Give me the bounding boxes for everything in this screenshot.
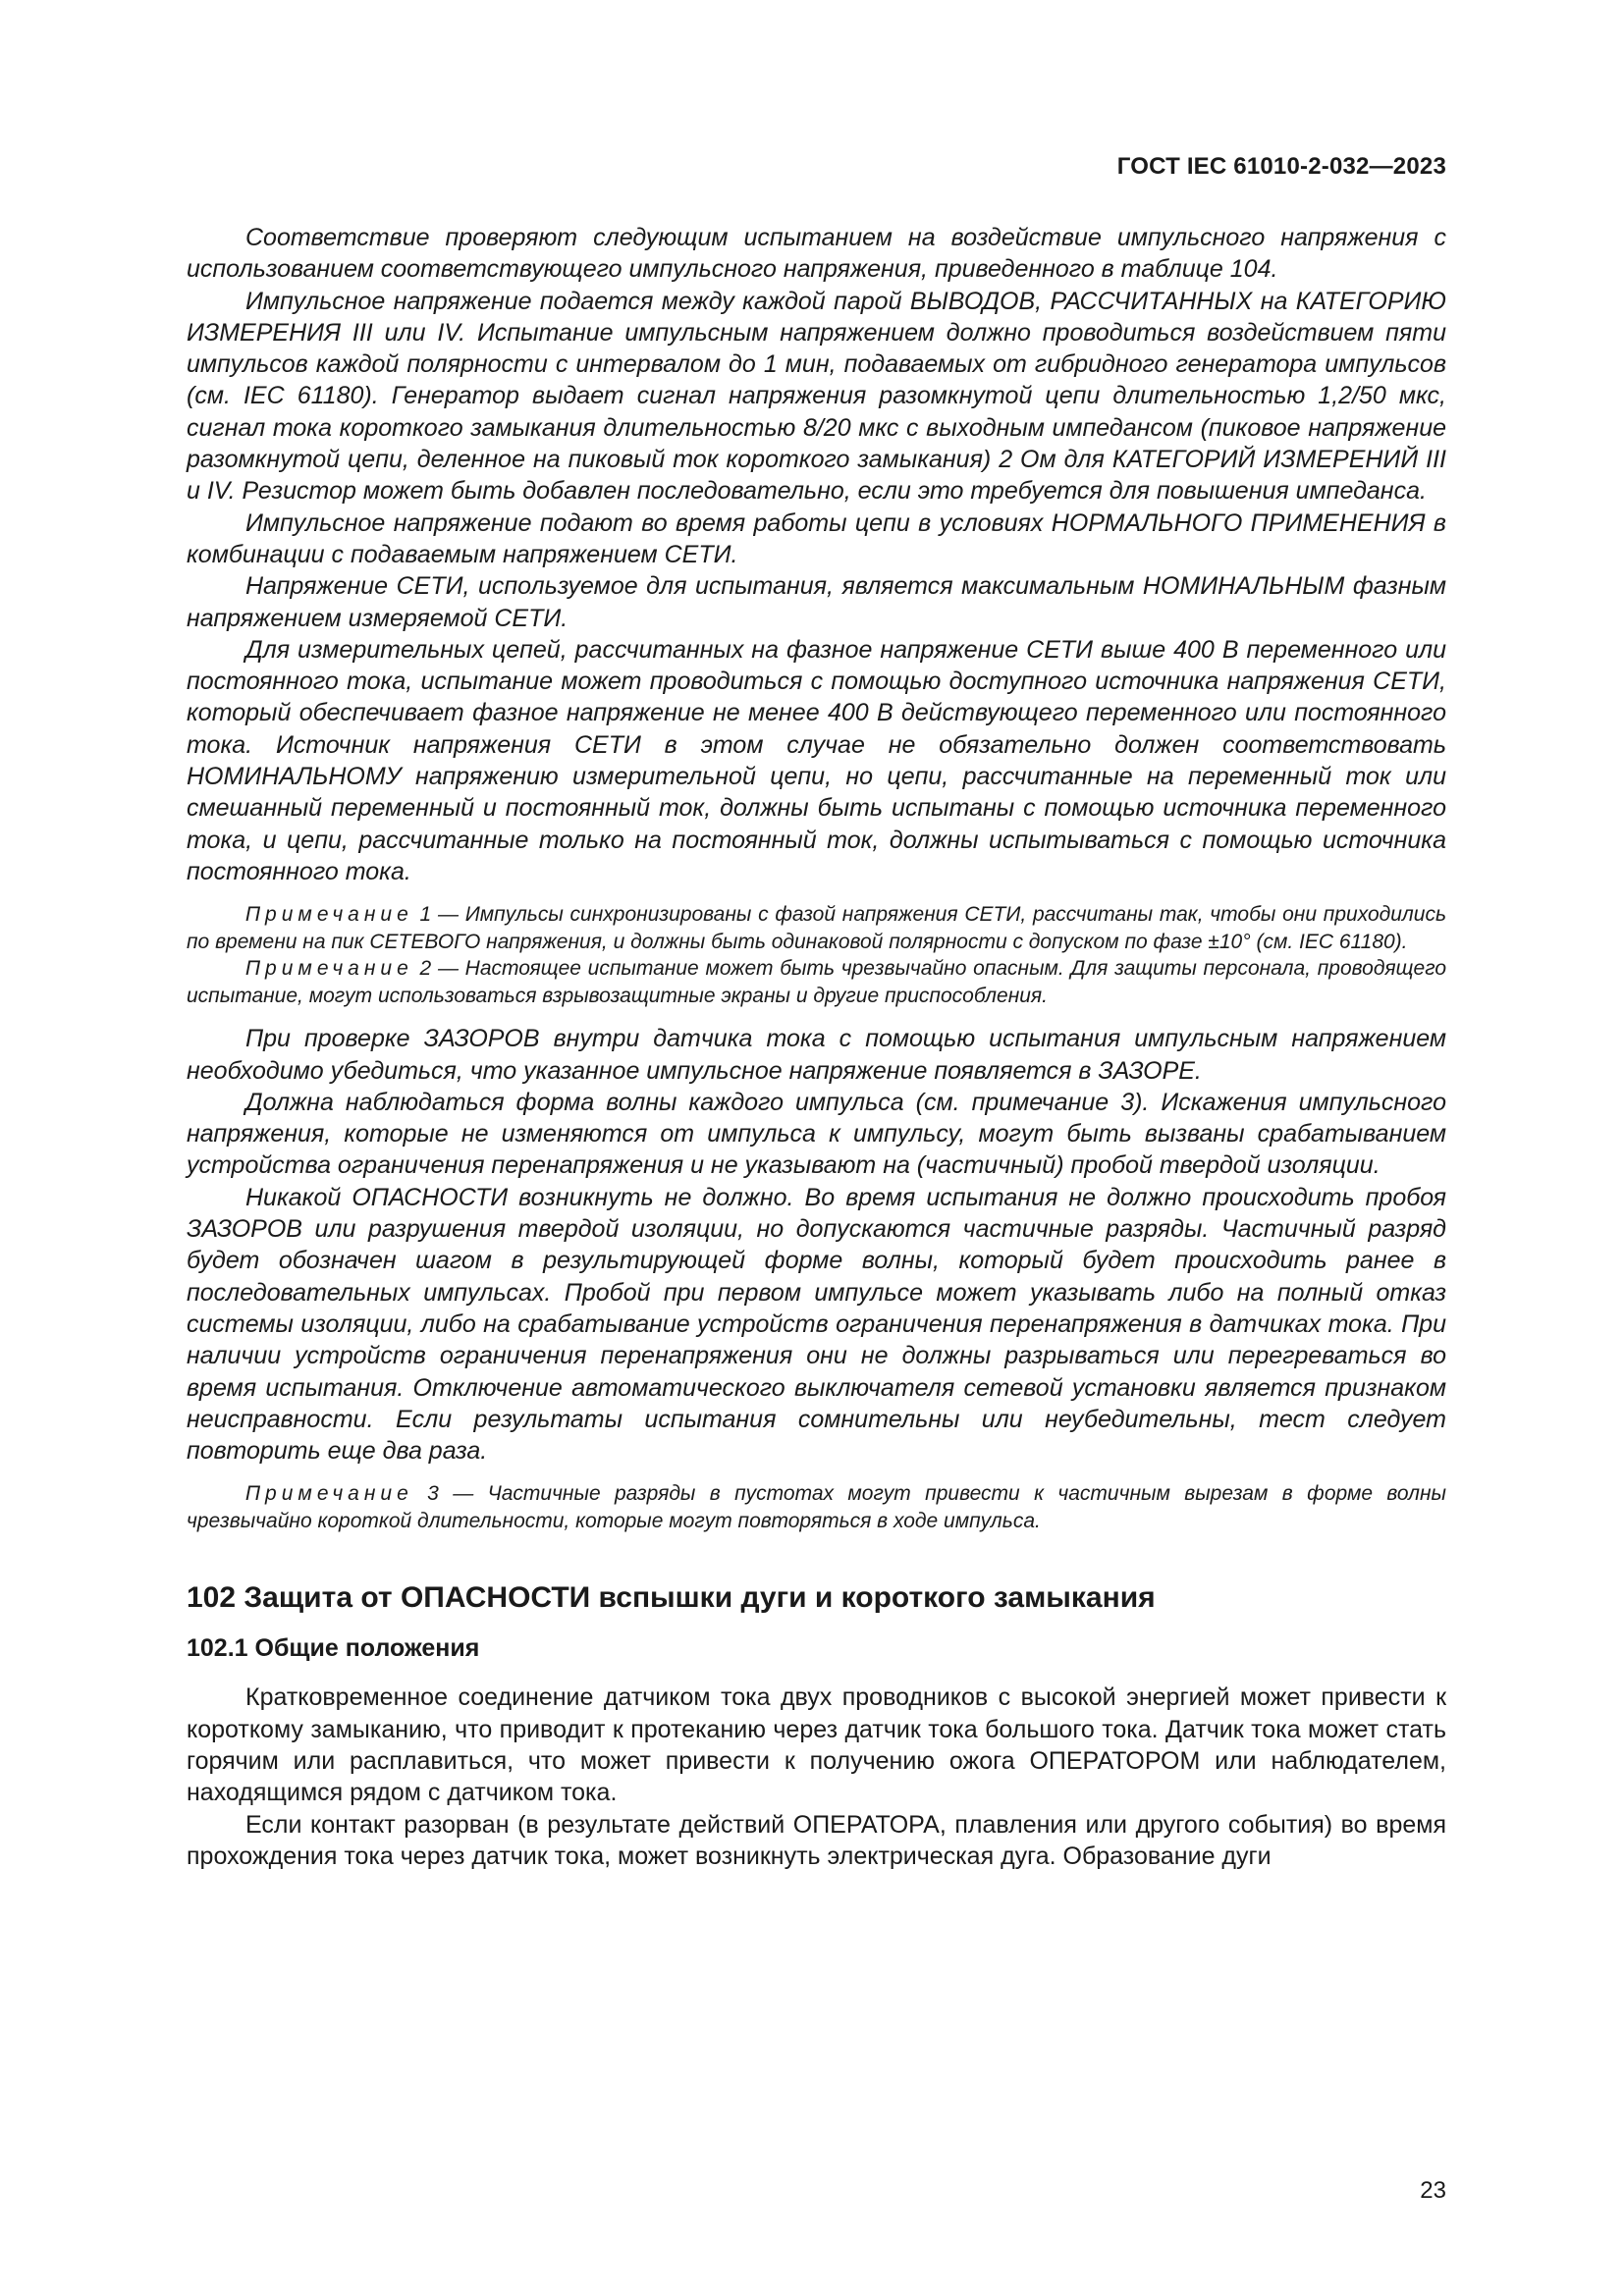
- note-text: 1 — Импульсы синхронизированы с фазой напряжения СЕТИ, рассчитаны так, чтобы они приходились по времени на пик СЕТЕВОГО напряжения, и должны быть одинаковой полярности с допуском по фазе ±10° (см. IEC 61180).: [187, 903, 1446, 953]
- note-label: Примечание: [244, 903, 413, 927]
- note-label: Примечание: [244, 957, 413, 981]
- paragraph: Соответствие проверяют следующим испытанием на воздействие импульсного напряжения с использованием соответствующего импульсного напряжения, приведенного в таблице 104.: [187, 224, 1446, 284]
- note-text: 3 — Частичные разряды в пустотах могут привести к частичным вырезам в форме волны чрезвычайно короткой длительности, которые могут повторяться в ходе импульса.: [187, 1482, 1446, 1532]
- note-text: 2 — Настоящее испытание может быть чрезвычайно опасным. Для защиты персонала, проводящего испытание, могут использоваться взрывозащитные экраны и другие приспособления.: [187, 957, 1446, 1007]
- subsection-heading: 102.1 Общие положения: [187, 1634, 480, 1663]
- compliance-text-block-2: [187, 1023, 1446, 1467]
- section-heading: 102 Защита от ОПАСНОСТИ вспышки дуги и короткого замыкания: [187, 1581, 1156, 1615]
- paragraph: Должна наблюдаться форма волны каждого импульса (см. примечание 3). Искажения импульсного напряжения, которые не изменяются от импульса к импульсу, могут быть вызваны срабатыванием устройства ограничения перенапряжения и не указывают на (частичный) пробой твердой изоляции.: [187, 1088, 1446, 1180]
- paragraph: Кратковременное соединение датчиком тока двух проводников с высокой энергией может привести к короткому замыканию, что приводит к протеканию через датчик тока большого тока. Датчик тока может стать горячим или расплавиться, что может привести к получению ожога ОПЕРАТОРОМ или наблюдателем, находящимся рядом с датчиком тока.: [187, 1683, 1446, 1807]
- document-header: ГОСТ IEC 61010-2-032—2023: [1116, 153, 1446, 180]
- compliance-text-block-1: [187, 222, 1446, 887]
- note-label: Примечание: [244, 1482, 413, 1506]
- paragraph: При проверке ЗАЗОРОВ внутри датчика тока с помощью испытания импульсным напряжением необходимо убедиться, что указанное импульсное напряжение появляется в ЗАЗОРЕ.: [187, 1025, 1446, 1085]
- paragraph: Для измерительных цепей, рассчитанных на фазное напряжение СЕТИ выше 400 В переменного или постоянного тока, испытание может проводиться с помощью доступного источника напряжения СЕТИ, который обеспечивает фазное напряжение не менее 400 В действующего переменного или постоянного тока. Источник напряжения СЕТИ в этом случае не обязательно должен соответствовать НОМИНАЛЬНОМУ напряжению измерительной цепи, но цепи, рассчитанные на переменный ток или смешанный переменный и постоянный ток, должны быть испытаны с помощью источника переменного тока, и цепи, рассчитанные только на постоянный ток, должны испытываться с помощью источника постоянного тока.: [187, 635, 1446, 885]
- note: [187, 955, 1446, 1009]
- paragraph: Импульсное напряжение подается между каждой парой ВЫВОДОВ, РАССЧИТАННЫХ на КАТЕГОРИЮ ИЗМЕРЕНИЯ III или IV. Испытание импульсным напряжением должно проводиться воздействием пяти импульсов каждой полярности с интервалом до 1 мин, подаваемых от гибридного генератора импульсов (см. IEC 61180). Генератор выдает сигнал напряжения разомкнутой цепи длительностью 1,2/50 мкс, сигнал тока короткого замыкания длительностью 8/20 мкс с выходным импедансом (пиковое напряжение разомкнутой цепи, деленное на пиковый ток короткого замыкания) 2 Ом для КАТЕГОРИЙ ИЗМЕРЕНИЙ III и IV. Резистор может быть добавлен последовательно, если это требуется для повышения импеданса.: [187, 287, 1446, 506]
- note: [187, 1480, 1446, 1534]
- paragraph: Никакой ОПАСНОСТИ возникнуть не должно. Во время испытания не должно происходить пробоя ЗАЗОРОВ или разрушения твердой изоляции, но допускаются частичные разряды. Частичный разряд будет обозначен шагом в результирующей форме волны, который будет происходить ранее в последовательных импульсах. Пробой при первом импульсе может указывать либо на полный отказ системы изоляции, либо на срабатывание устройств ограничения перенапряжения в датчиках тока. При наличии устройств ограничения перенапряжения они не должны разрываться или перегреваться во время испытания. Отключение автоматического выключателя сетевой установки является признаком неисправности. Если результаты испытания сомнительны или неубедительны, тест следует повторить еще два раза.: [187, 1183, 1446, 1466]
- section-body: [187, 1682, 1446, 1872]
- notes-block-1: [187, 901, 1446, 1009]
- page-content: [187, 222, 1446, 1872]
- paragraph: Если контакт разорван (в результате действий ОПЕРАТОРА, плавления или другого события) во время прохождения тока через датчик тока, может возникнуть электрическая дуга. Образование дуги: [187, 1810, 1446, 1870]
- paragraph: Напряжение СЕТИ, используемое для испытания, является максимальным НОМИНАЛЬНЫМ фазным напряжением измеряемой СЕТИ.: [187, 572, 1446, 632]
- note: [187, 901, 1446, 955]
- paragraph: Импульсное напряжение подают во время работы цепи в условиях НОРМАЛЬНОГО ПРИМЕНЕНИЯ в комбинации с подаваемым напряжением СЕТИ.: [187, 508, 1446, 568]
- page-number: 23: [1420, 2177, 1446, 2204]
- notes-block-2: [187, 1480, 1446, 1534]
